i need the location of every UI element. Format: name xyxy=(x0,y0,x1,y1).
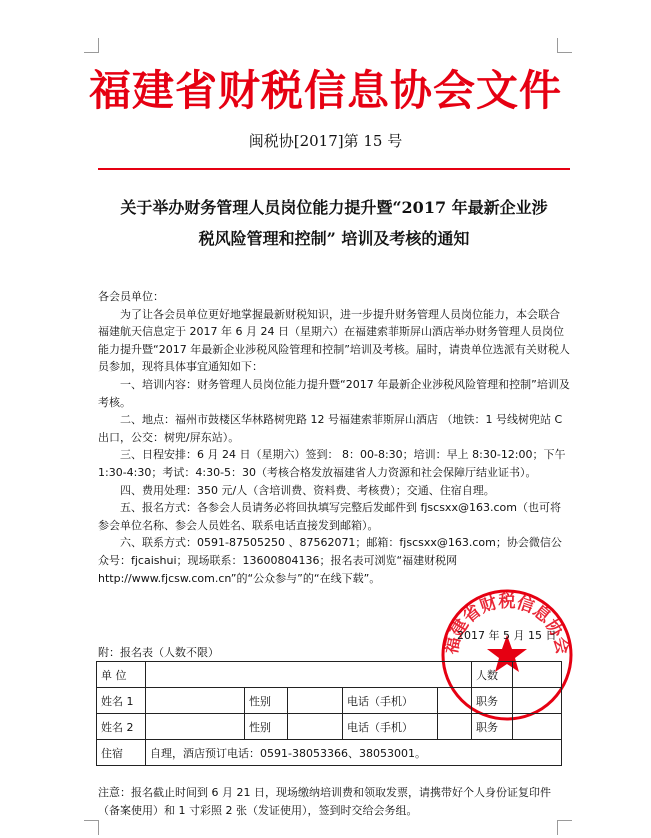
name2-input[interactable] xyxy=(146,714,245,740)
lodging-text: 自理，酒店预订电话：0591-38053366、38053001。 xyxy=(146,740,562,766)
unit-label: 单 位 xyxy=(97,662,146,688)
item-location: 二、地点：福州市鼓楼区华林路树兜路 12 号福建索菲斯屏山酒店 （地铁：1 号线树兜站 C 出口，公交：树兜/屏东站）。 xyxy=(98,413,563,444)
unit-input[interactable] xyxy=(146,662,472,688)
form-row-unit xyxy=(97,662,562,688)
count-input[interactable] xyxy=(513,662,562,688)
crop-mark-bottom-left xyxy=(84,820,99,835)
name1-input[interactable] xyxy=(146,688,245,714)
crop-mark-bottom-right xyxy=(557,820,572,835)
gender2-input[interactable] xyxy=(288,714,343,740)
lodging-label: 住宿 xyxy=(97,740,146,766)
name2-label: 姓名 2 xyxy=(97,714,146,740)
gender1-input[interactable] xyxy=(288,688,343,714)
seal-text: 福建省财税信息协会 xyxy=(441,592,573,657)
duty2-input[interactable] xyxy=(513,714,562,740)
notice-title xyxy=(98,192,570,254)
item-content: 一、培训内容：财务管理人员岗位能力提升暨“2017 年最新企业涉税风险管理和控制”培训及考核。 xyxy=(98,377,570,409)
crop-mark-top-left xyxy=(84,38,99,53)
item-schedule: 三、日程安排：6 月 24 日（星期六）签到： 8：00-8:30；培训：早上 8:30-12:00；下午 1:30-4:30；考试：4:30-5：30（考核合格发放福建省人力资源和社会保障厅结业证书）。 xyxy=(98,448,566,479)
registration-form xyxy=(96,661,562,766)
item-contact: 六、联系方式：0591-87505250 、87562071；邮箱：fjscsxx@163.com；协会微信公众号：fjcaishui；现场联系：13600804136；报名表可浏览“福建财税网 http://www.fjcsw.com.cn”的“公众参与”的“在线下载”。 xyxy=(98,536,562,585)
item-fees: 四、费用处理：350 元/人（含培训费、资料费、考核费）；交通、住宿自理。 xyxy=(120,483,495,497)
salutation: 各会员单位： xyxy=(98,290,164,303)
attachment-label: 附：报名表（人数不限） xyxy=(98,646,219,659)
red-divider xyxy=(98,168,570,170)
gender1-label: 性别 xyxy=(245,688,288,714)
form-row-name2 xyxy=(97,714,562,740)
issue-date: 2017 年 5 月 15 日 xyxy=(457,629,557,642)
form-row-name1 xyxy=(97,688,562,714)
name1-label: 姓名 1 xyxy=(97,688,146,714)
duty1-input[interactable] xyxy=(513,688,562,714)
intro-paragraph: 为了让各会员单位更好地掌握最新财税知识，进一步提升财务管理人员岗位能力，本会联合福建航天信息定于 2017 年 6 月 24 日（星期六）在福建索菲斯屏山酒店举办财务管理人员岗位能力提升暨“2017 年最新企业涉税风险管理和控制”培训及考核。届时，请贵单位选派有关财税人员参加，现将具体事宜通知如下： xyxy=(98,307,570,374)
notice-body xyxy=(98,288,570,587)
form-row-lodging xyxy=(97,740,562,766)
gender2-label: 性别 xyxy=(245,714,288,740)
crop-mark-top-right xyxy=(557,38,572,53)
item-registration: 五、报名方式：各参会人员请务必将回执填写完整后发邮件到 fjscsxx@163.com（也可将参会单位名称、参会人员姓名、联系电话直接发到邮箱）。 xyxy=(98,501,561,532)
phone1-label: 电话（手机） xyxy=(343,688,438,714)
notice-title-line1: 关于举办财务管理人员岗位能力提升暨“2017 年最新企业涉 xyxy=(120,198,548,217)
phone2-input[interactable] xyxy=(438,714,472,740)
phone2-label: 电话（手机） xyxy=(343,714,438,740)
duty1-label: 职务 xyxy=(472,688,513,714)
duty2-label: 职务 xyxy=(472,714,513,740)
notice-title-line2: 税风险管理和控制” 培训及考核的通知 xyxy=(198,229,470,248)
document-header-title: 福建省财税信息协会文件 xyxy=(88,66,562,115)
count-label: 人数 xyxy=(472,662,513,688)
document-number: 闽税协[2017]第 15 号 xyxy=(248,132,403,150)
registration-footnote: 注意：报名截止时间到 6 月 21 日，现场缴纳培训费和领取发票，请携带好个人身份证复印件（备案使用）和 1 寸彩照 2 张（发证使用），签到时交给会务组。 xyxy=(98,786,551,817)
phone1-input[interactable] xyxy=(438,688,472,714)
